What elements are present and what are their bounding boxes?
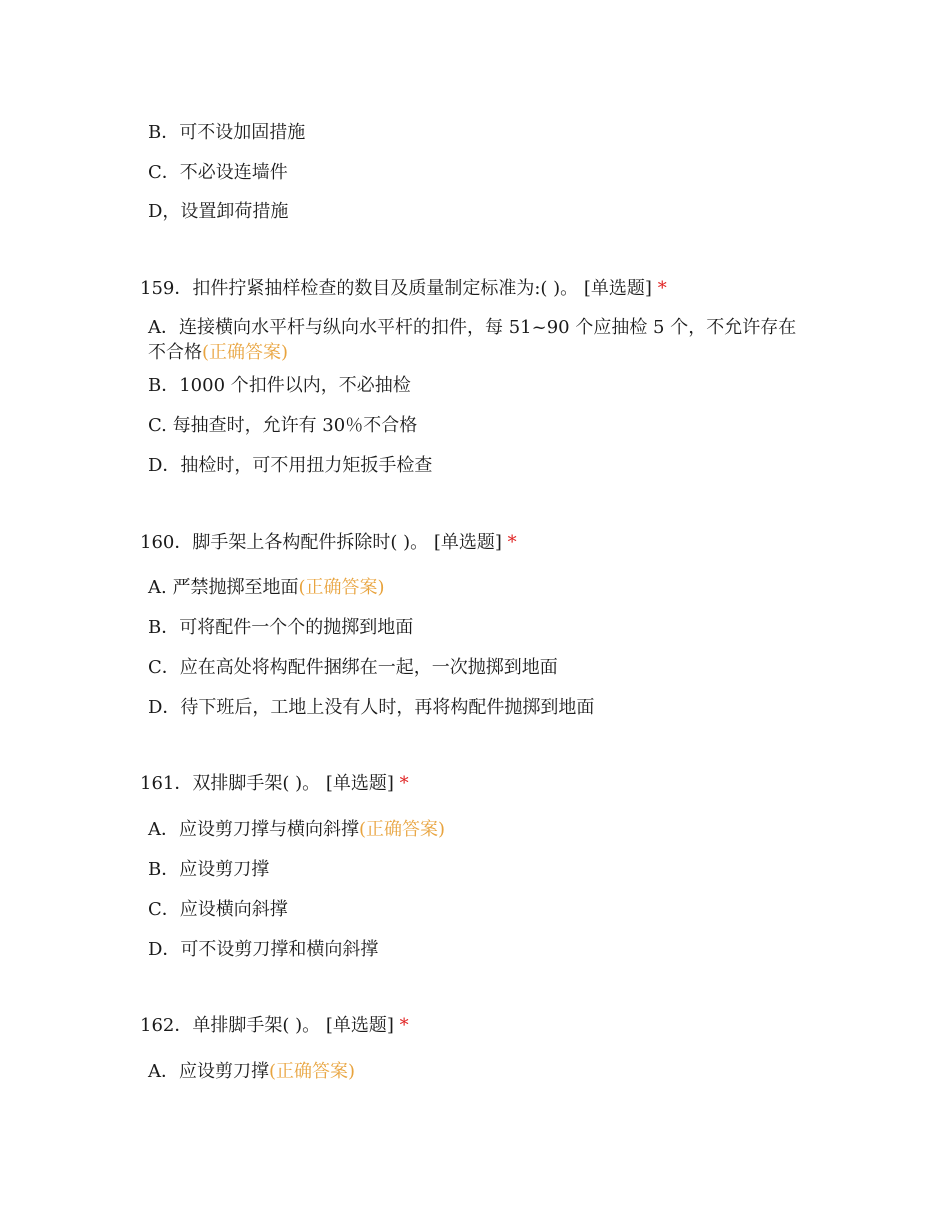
question-title-text: 159．扣件拧紧抽样检查的数目及质量制定标准为:( )。 [单选题] <box>140 278 652 299</box>
question-159-option-b: B．1000 个扣件以内，不必抽检 <box>148 375 411 396</box>
question-161-title <box>140 771 409 797</box>
question-162-title <box>140 1013 409 1039</box>
question-161-option-c: C．应设横向斜撑 <box>148 899 288 920</box>
prev-option-c: C．不必设连墙件 <box>148 162 288 183</box>
question-160-option-b: B．可将配件一个个的抛掷到地面 <box>148 617 414 638</box>
question-title-text: 161．双排脚手架( )。 [单选题] <box>140 773 394 794</box>
question-160-title <box>140 530 517 556</box>
question-title-text: 162．单排脚手架( )。 [单选题] <box>140 1015 394 1036</box>
question-160-option-c: C．应在高处将构配件捆绑在一起，一次抛掷到地面 <box>148 657 558 678</box>
question-160-option-d: D．待下班后，工地上没有人时，再将构配件抛掷到地面 <box>148 697 595 718</box>
correct-answer-label: (正确答案) <box>202 342 289 363</box>
correct-answer-label: (正确答案) <box>298 577 385 598</box>
option-text: A．应设剪刀撑 <box>148 1061 269 1082</box>
correct-answer-label: (正确答案) <box>269 1061 356 1082</box>
question-161-option-a <box>148 817 445 843</box>
question-title-text: 160．脚手架上各构配件拆除时( )。 [单选题] <box>140 532 502 553</box>
option-text: A．应设剪刀撑与横向斜撑 <box>148 819 359 840</box>
required-marker: * <box>399 1015 409 1036</box>
question-161-option-d: D．可不设剪刀撑和横向斜撑 <box>148 939 379 960</box>
question-159-option-d: D．抽检时，可不用扭力矩扳手检查 <box>148 455 433 476</box>
required-marker: * <box>657 278 667 299</box>
question-159-option-a-line1: A．连接横向水平杆与纵向水平杆的扣件，每 51~90 个应抽检 5 个，不允许存在 <box>148 317 797 338</box>
correct-answer-label: (正确答案) <box>359 819 446 840</box>
required-marker: * <box>507 532 517 553</box>
option-text: 不合格 <box>148 342 202 363</box>
prev-option-b: B．可不设加固措施 <box>148 122 306 143</box>
question-159-option-a-line2 <box>148 340 288 366</box>
prev-option-d: D，设置卸荷措施 <box>148 201 289 222</box>
question-160-option-a <box>148 575 385 601</box>
question-159-option-c: C. 每抽查时，允许有 30％不合格 <box>148 415 418 436</box>
question-159-title <box>140 276 667 302</box>
question-162-option-a <box>148 1059 355 1085</box>
option-text: A. 严禁抛掷至地面 <box>148 577 299 598</box>
question-161-option-b: B．应设剪刀撑 <box>148 859 270 880</box>
required-marker: * <box>399 773 409 794</box>
